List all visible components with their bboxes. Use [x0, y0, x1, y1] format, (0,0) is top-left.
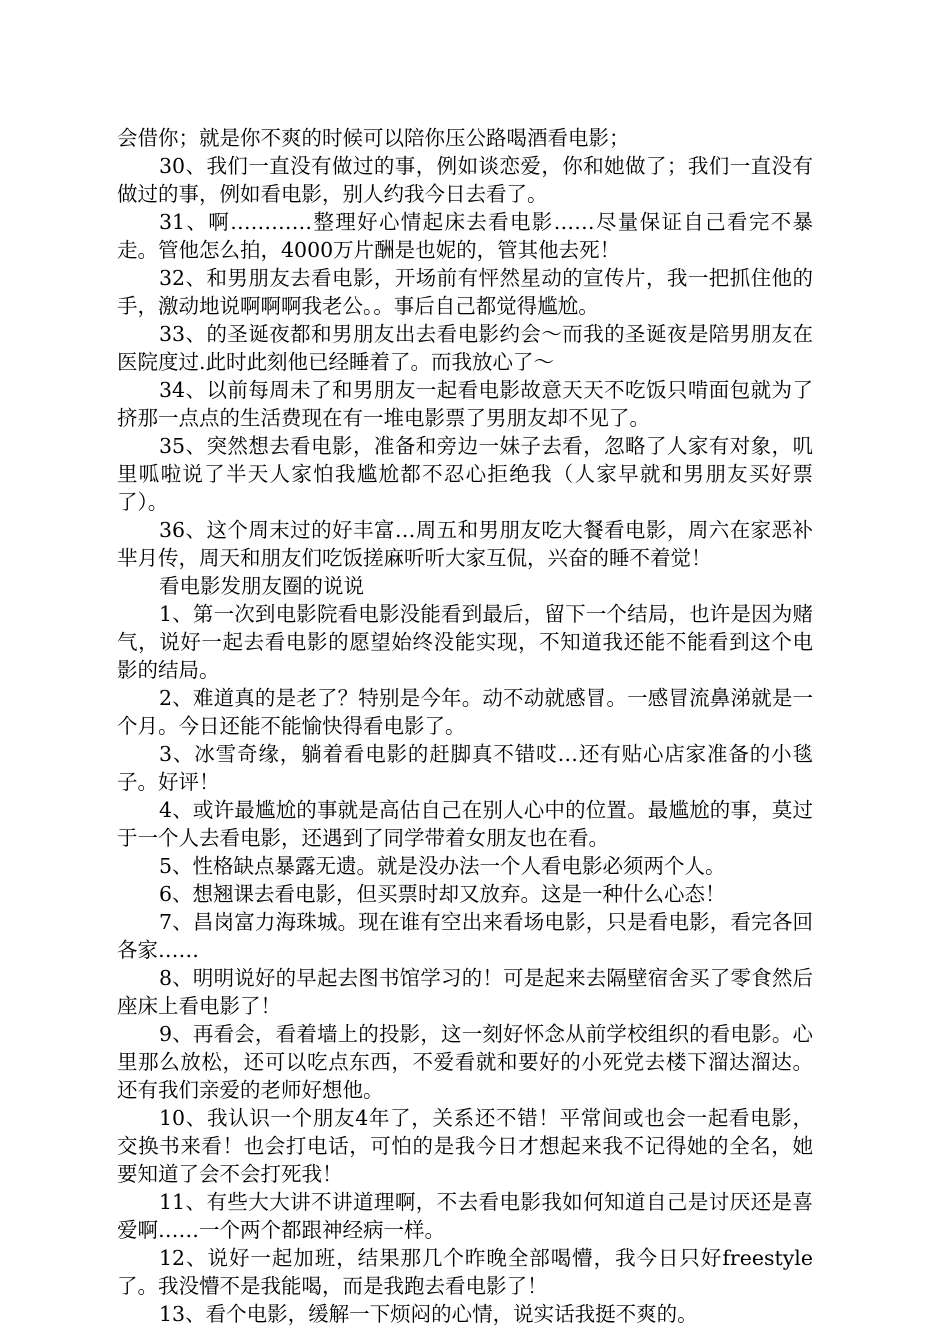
- paragraph-item-8: 8、明明说好的早起去图书馆学习的！可是起来去隔壁宿舍买了零食然后座床上看电影了！: [117, 966, 813, 1018]
- paragraph-item-36: 36、这个周末过的好丰富…周五和男朋友吃大餐看电影，周六在家恶补芈月传，周天和朋友们吃饭搓麻听听大家互侃，兴奋的睡不着觉！: [117, 518, 813, 570]
- paragraph-item-3: 3、冰雪奇缘，躺着看电影的赶脚真不错哎…还有贴心店家准备的小毯子。好评！: [117, 742, 813, 794]
- paragraph-item-6: 6、想翘课去看电影，但买票时却又放弃。这是一种什么心态！: [159, 882, 726, 906]
- section-heading: 看电影发朋友圈的说说: [159, 574, 365, 598]
- paragraph-item-30: 30、我们一直没有做过的事，例如谈恋爱，你和她做了；我们一直没有做过的事，例如看电影，别人约我今日去看了。: [117, 154, 813, 206]
- paragraph-item-7: 7、昌岗富力海珠城。现在谁有空出来看场电影，只是看电影，看完各回各家……: [117, 910, 813, 962]
- paragraph-item-33: 33、的圣诞夜都和男朋友出去看电影约会～而我的圣诞夜是陪男朋友在医院度过.此时此刻他已经睡着了。而我放心了～: [117, 322, 813, 374]
- paragraph-item-2: 2、难道真的是老了？特别是今年。动不动就感冒。一感冒流鼻涕就是一个月。今日还能不能愉快得看电影了。: [117, 686, 813, 738]
- paragraph-item-12: 12、说好一起加班，结果那几个昨晚全部喝懵，我今日只好freestyle了。我没懵不是我能喝，而是我跑去看电影了！: [117, 1246, 813, 1298]
- paragraph-continuation: 会借你；就是你不爽的时候可以陪你压公路喝酒看电影；: [117, 126, 630, 150]
- paragraph-item-9: 9、再看会，看着墙上的投影，这一刻好怀念从前学校组织的看电影。心里那么放松，还可以吃点东西，不爱看就和要好的小死党去楼下溜达溜达。还有我们亲爱的老师好想他。: [117, 1022, 813, 1102]
- paragraph-item-35: 35、突然想去看电影，准备和旁边一妹子去看，忽略了人家有对象，叽里呱啦说了半天人家怕我尴尬都不忍心拒绝我（人家早就和男朋友买好票了）。: [117, 434, 813, 514]
- paragraph-item-1: 1、第一次到电影院看电影没能看到最后，留下一个结局，也许是因为赌气，说好一起去看电影的愿望始终没能实现，不知道我还能不能看到这个电影的结局。: [117, 602, 813, 682]
- paragraph-item-5: 5、性格缺点暴露无遗。就是没办法一个人看电影必须两个人。: [159, 854, 726, 878]
- paragraph-item-10: 10、我认识一个朋友4年了，关系还不错！平常间或也会一起看电影，交换书来看！也会打电话，可怕的是我今日才想起来我不记得她的全名，她要知道了会不会打死我！: [117, 1106, 813, 1186]
- paragraph-item-31: 31、啊…………整理好心情起床去看电影……尽量保证自己看完不暴走。管他怎么拍，4000万片酬是也妮的，管其他去死！: [117, 210, 813, 262]
- paragraph-item-4: 4、或许最尴尬的事就是高估自己在别人心中的位置。最尴尬的事，莫过于一个人去看电影，还遇到了同学带着女朋友也在看。: [117, 798, 813, 850]
- paragraph-item-34: 34、以前每周未了和男朋友一起看电影故意天天不吃饭只啃面包就为了挤那一点点的生活费现在有一堆电影票了男朋友却不见了。: [117, 378, 813, 430]
- paragraph-item-13: 13、看个电影，缓解一下烦闷的心情，说实话我挺不爽的。: [159, 1302, 698, 1326]
- paragraph-item-32: 32、和男朋友去看电影，开场前有怦然星动的宣传片，我一把抓住他的手，激动地说啊啊啊我老公。。事后自己都觉得尴尬。: [117, 266, 813, 318]
- document-page: [117, 124, 813, 1328]
- paragraph-item-11: 11、有些大大讲不讲道理啊，不去看电影我如何知道自己是讨厌还是喜爱啊……一个两个都跟神经病一样。: [117, 1190, 813, 1242]
